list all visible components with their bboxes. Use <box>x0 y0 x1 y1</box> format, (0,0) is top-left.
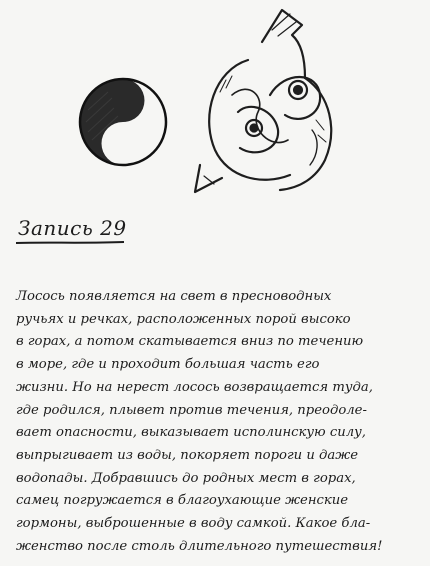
entry-line: где родился, плывет против течения, преодоле- <box>16 402 367 418</box>
entry-line: в горах, а потом скатывается вниз по течению <box>16 334 364 350</box>
entry-line: женство после столь длительного путешествия! <box>16 538 383 554</box>
entry-line: ручьях и речках, расположенных порой высоко <box>16 311 351 327</box>
yin-yang-icon <box>80 79 166 165</box>
entry-line: вает опасности, выказывает исполинскую силу, <box>16 425 366 441</box>
entry-line: самец погружается в благоухающие женские <box>16 493 349 509</box>
entry-line: водопады. Добравшись до родных мест в горах, <box>16 470 356 486</box>
entry-title: Запись 29 <box>18 216 127 240</box>
entry-line: гормоны, выброшенные в воду самкой. Какое бла- <box>16 516 371 532</box>
entry-body <box>16 286 416 558</box>
illustrations <box>0 0 430 200</box>
entry-line: Лосось появляется на свет в пресноводных <box>16 289 332 304</box>
entry-line: в море, где и проходит большая часть его <box>16 357 320 373</box>
two-fish-icon <box>195 10 331 192</box>
title-underline <box>16 241 124 244</box>
entry-line: жизни. Но на нерест лосось возвращается туда, <box>16 379 373 395</box>
entry-line: выпрыгивает из воды, покоряет пороги и даже <box>16 447 359 463</box>
